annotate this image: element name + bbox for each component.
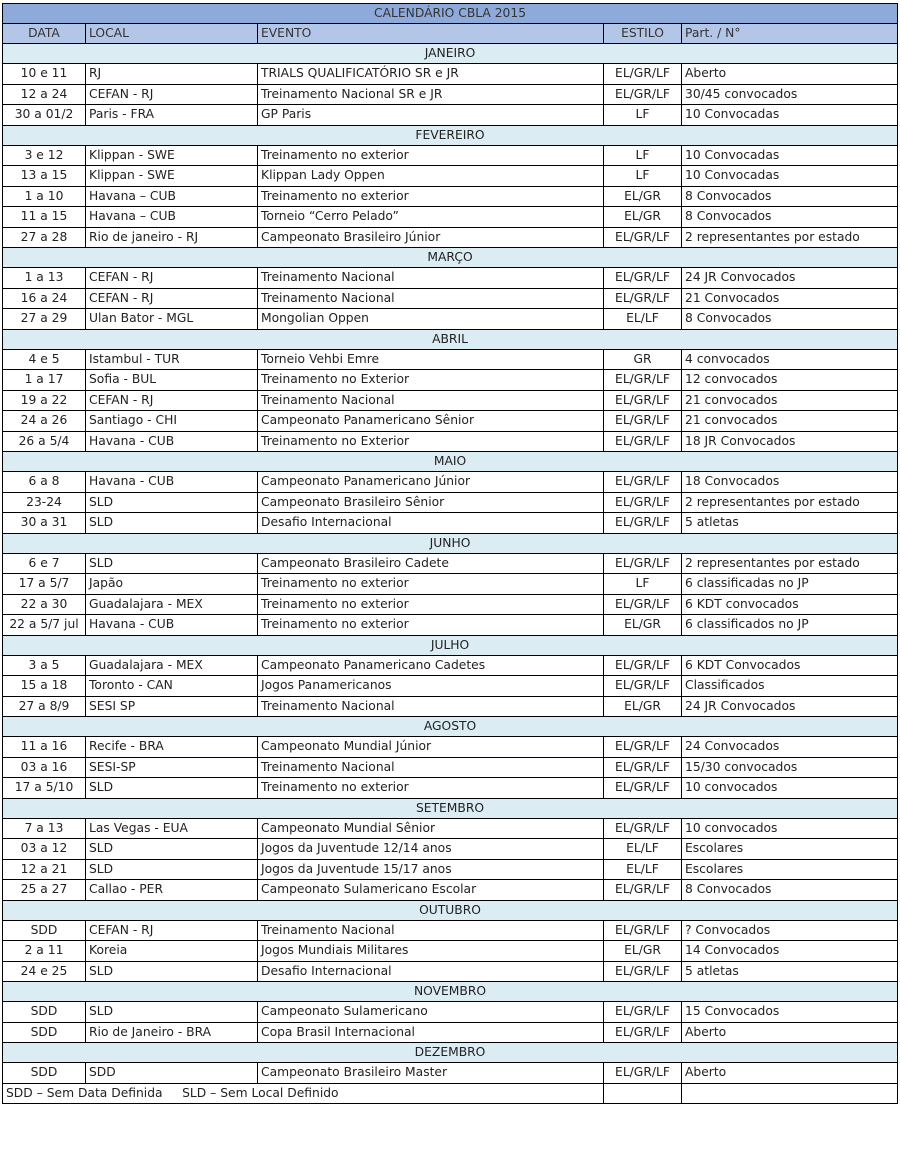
cell-date: 6 e 7 <box>3 553 86 574</box>
table-row <box>3 492 898 513</box>
table-row <box>3 961 898 982</box>
cell-event: Campeonato Mundial Sênior <box>258 818 604 839</box>
table-row <box>3 349 898 370</box>
cell-event: Treinamento Nacional SR e JR <box>258 84 604 105</box>
table-row <box>3 553 898 574</box>
cell-event: Treinamento Nacional <box>258 390 604 411</box>
month-name: JANEIRO <box>3 44 898 64</box>
cell-local: Koreia <box>86 941 258 962</box>
cell-event: Desafio Internacional <box>258 961 604 982</box>
month-header-row <box>3 125 898 145</box>
cell-local: SLD <box>86 859 258 880</box>
cell-participants: 12 convocados <box>682 370 898 391</box>
table-row <box>3 757 898 778</box>
cell-event: Jogos da Juventude 15/17 anos <box>258 859 604 880</box>
cell-date: 11 a 16 <box>3 737 86 758</box>
cell-style: GR <box>604 349 682 370</box>
cell-local: SLD <box>86 553 258 574</box>
table-row <box>3 268 898 289</box>
cell-date: 12 a 24 <box>3 84 86 105</box>
table-row <box>3 880 898 901</box>
cell-local: Havana - CUB <box>86 615 258 636</box>
cell-participants: 21 convocados <box>682 411 898 432</box>
cell-event: Treinamento no exterior <box>258 615 604 636</box>
month-name: JUNHO <box>3 533 898 553</box>
cell-event: Campeonato Brasileiro Cadete <box>258 553 604 574</box>
cell-style: EL/GR/LF <box>604 1063 682 1084</box>
month-header-row <box>3 798 898 818</box>
table-row <box>3 411 898 432</box>
calendar-body <box>3 44 898 1084</box>
cell-event: Campeonato Panamericano Júnior <box>258 472 604 493</box>
cell-date: 4 e 5 <box>3 349 86 370</box>
table-row <box>3 1002 898 1023</box>
month-name: ABRIL <box>3 329 898 349</box>
cell-date: 03 a 12 <box>3 839 86 860</box>
month-name: AGOSTO <box>3 717 898 737</box>
cell-event: Treinamento no exterior <box>258 145 604 166</box>
cell-participants: 2 representantes por estado <box>682 553 898 574</box>
cell-date: SDD <box>3 1002 86 1023</box>
table-row <box>3 737 898 758</box>
header-date: DATA <box>3 24 86 44</box>
cell-event: Campeonato Mundial Júnior <box>258 737 604 758</box>
month-header-row <box>3 635 898 655</box>
cell-local: SLD <box>86 1002 258 1023</box>
cell-participants: 2 representantes por estado <box>682 227 898 248</box>
cell-date: 27 a 8/9 <box>3 696 86 717</box>
cell-local: Rio de Janeiro - BRA <box>86 1022 258 1043</box>
cell-event: Campeonato Brasileiro Júnior <box>258 227 604 248</box>
cell-date: 1 a 10 <box>3 186 86 207</box>
table-row <box>3 309 898 330</box>
month-name: FEVEREIRO <box>3 125 898 145</box>
cell-style: LF <box>604 145 682 166</box>
cell-participants: 21 Convocados <box>682 288 898 309</box>
cell-date: 26 a 5/4 <box>3 431 86 452</box>
cell-local: Sofia - BUL <box>86 370 258 391</box>
cell-style: EL/GR/LF <box>604 84 682 105</box>
table-row <box>3 696 898 717</box>
month-name: MARÇO <box>3 248 898 268</box>
cell-date: 30 a 31 <box>3 513 86 534</box>
cell-date: 1 a 17 <box>3 370 86 391</box>
cell-date: 22 a 5/7 jul <box>3 615 86 636</box>
cell-event: Treinamento no Exterior <box>258 431 604 452</box>
cell-event: Treinamento Nacional <box>258 757 604 778</box>
cell-event: Jogos Panamericanos <box>258 676 604 697</box>
cell-local: Paris - FRA <box>86 105 258 126</box>
cell-participants: 15 Convocados <box>682 1002 898 1023</box>
table-row <box>3 920 898 941</box>
cell-style: EL/GR <box>604 207 682 228</box>
cell-date: 17 a 5/10 <box>3 778 86 799</box>
table-row <box>3 207 898 228</box>
cell-local: Klippan - SWE <box>86 145 258 166</box>
cell-local: Santiago - CHI <box>86 411 258 432</box>
cell-local: Callao - PER <box>86 880 258 901</box>
cell-participants: 6 KDT Convocados <box>682 655 898 676</box>
cell-date: 2 a 11 <box>3 941 86 962</box>
cell-participants: 24 JR Convocados <box>682 696 898 717</box>
cell-local: CEFAN - RJ <box>86 288 258 309</box>
cell-date: 25 a 27 <box>3 880 86 901</box>
cell-event: Treinamento no exterior <box>258 186 604 207</box>
cell-participants: 30/45 convocados <box>682 84 898 105</box>
cell-local: Japão <box>86 574 258 595</box>
table-title: CALENDÁRIO CBLA 2015 <box>3 4 898 24</box>
cell-style: EL/GR/LF <box>604 920 682 941</box>
cell-participants: 10 Convocadas <box>682 105 898 126</box>
cell-local: Havana - CUB <box>86 472 258 493</box>
cell-style: EL/GR/LF <box>604 390 682 411</box>
footer-legend: SDD – Sem Data Definida SLD – Sem Local Definido <box>3 1083 604 1103</box>
cell-style: EL/GR/LF <box>604 778 682 799</box>
month-header-row <box>3 1043 898 1063</box>
header-event: EVENTO <box>258 24 604 44</box>
table-row <box>3 615 898 636</box>
column-header-row <box>3 24 898 44</box>
cell-participants: 5 atletas <box>682 961 898 982</box>
cell-style: EL/GR <box>604 941 682 962</box>
cell-participants: Escolares <box>682 859 898 880</box>
month-header-row <box>3 982 898 1002</box>
cell-local: Guadalajara - MEX <box>86 594 258 615</box>
cell-style: EL/GR/LF <box>604 1002 682 1023</box>
cell-local: CEFAN - RJ <box>86 268 258 289</box>
table-row <box>3 145 898 166</box>
cell-participants: 10 convocados <box>682 818 898 839</box>
cell-style: EL/GR/LF <box>604 227 682 248</box>
cell-participants: 8 Convocados <box>682 309 898 330</box>
cell-style: EL/LF <box>604 859 682 880</box>
cell-date: 22 a 30 <box>3 594 86 615</box>
cell-date: SDD <box>3 1063 86 1084</box>
table-row <box>3 676 898 697</box>
cell-style: EL/GR/LF <box>604 880 682 901</box>
table-row <box>3 513 898 534</box>
cell-style: EL/GR/LF <box>604 737 682 758</box>
cell-participants: 18 Convocados <box>682 472 898 493</box>
cell-style: EL/GR/LF <box>604 513 682 534</box>
header-participants: Part. / N° <box>682 24 898 44</box>
cell-date: 17 a 5/7 <box>3 574 86 595</box>
cell-participants: 10 Convocadas <box>682 145 898 166</box>
table-row <box>3 1063 898 1084</box>
cell-event: Campeonato Panamericano Cadetes <box>258 655 604 676</box>
cell-date: 19 a 22 <box>3 390 86 411</box>
cell-event: Jogos Mundiais Militares <box>258 941 604 962</box>
cell-style: EL/LF <box>604 839 682 860</box>
cell-date: SDD <box>3 1022 86 1043</box>
cell-local: SESI-SP <box>86 757 258 778</box>
cell-style: LF <box>604 166 682 187</box>
cell-style: EL/GR/LF <box>604 492 682 513</box>
table-row <box>3 370 898 391</box>
table-row <box>3 941 898 962</box>
cell-local: SLD <box>86 778 258 799</box>
table-row <box>3 288 898 309</box>
cell-event: Desafio Internacional <box>258 513 604 534</box>
cell-style: EL/GR/LF <box>604 553 682 574</box>
month-name: NOVEMBRO <box>3 982 898 1002</box>
cell-local: SLD <box>86 513 258 534</box>
cell-style: EL/GR/LF <box>604 757 682 778</box>
cell-local: SLD <box>86 492 258 513</box>
cell-style: EL/GR <box>604 696 682 717</box>
table-row <box>3 105 898 126</box>
cell-event: TRIALS QUALIFICATÓRIO SR e JR <box>258 64 604 85</box>
cell-date: 13 a 15 <box>3 166 86 187</box>
cell-participants: 18 JR Convocados <box>682 431 898 452</box>
cell-date: 12 a 21 <box>3 859 86 880</box>
cell-participants: 14 Convocados <box>682 941 898 962</box>
cell-event: Treinamento Nacional <box>258 288 604 309</box>
cell-date: 3 e 12 <box>3 145 86 166</box>
cell-style: EL/GR/LF <box>604 370 682 391</box>
month-name: MAIO <box>3 452 898 472</box>
table-row <box>3 166 898 187</box>
cell-style: EL/GR/LF <box>604 818 682 839</box>
cell-event: Campeonato Sulamericano Escolar <box>258 880 604 901</box>
table-row <box>3 818 898 839</box>
table-row <box>3 1022 898 1043</box>
cell-style: EL/GR/LF <box>604 594 682 615</box>
cell-event: Treinamento no exterior <box>258 778 604 799</box>
table-row <box>3 859 898 880</box>
cell-event: Jogos da Juventude 12/14 anos <box>258 839 604 860</box>
title-row <box>3 4 898 24</box>
cell-style: LF <box>604 105 682 126</box>
footer-empty-style <box>604 1083 682 1103</box>
cell-local: RJ <box>86 64 258 85</box>
cell-local: SESI SP <box>86 696 258 717</box>
cell-event: Treinamento Nacional <box>258 696 604 717</box>
cell-participants: 8 Convocados <box>682 186 898 207</box>
cell-date: 16 a 24 <box>3 288 86 309</box>
cell-local: CEFAN - RJ <box>86 390 258 411</box>
cell-style: EL/GR/LF <box>604 472 682 493</box>
cell-event: Campeonato Brasileiro Master <box>258 1063 604 1084</box>
cell-participants: 6 KDT convocados <box>682 594 898 615</box>
table-row <box>3 227 898 248</box>
cell-participants: Escolares <box>682 839 898 860</box>
cell-event: Treinamento no exterior <box>258 574 604 595</box>
cell-date: 30 a 01/2 <box>3 105 86 126</box>
month-name: OUTUBRO <box>3 900 898 920</box>
cell-date: 1 a 13 <box>3 268 86 289</box>
cell-date: 10 e 11 <box>3 64 86 85</box>
cell-local: Guadalajara - MEX <box>86 655 258 676</box>
cell-participants: 5 atletas <box>682 513 898 534</box>
cell-date: 27 a 28 <box>3 227 86 248</box>
cell-style: EL/GR/LF <box>604 64 682 85</box>
cell-event: Campeonato Brasileiro Sênior <box>258 492 604 513</box>
header-local: LOCAL <box>86 24 258 44</box>
cell-local: Havana – CUB <box>86 207 258 228</box>
cell-participants: 21 convocados <box>682 390 898 411</box>
cell-style: EL/LF <box>604 309 682 330</box>
cell-local: Klippan - SWE <box>86 166 258 187</box>
month-header-row <box>3 44 898 64</box>
cell-event: Treinamento no Exterior <box>258 370 604 391</box>
cell-participants: 2 representantes por estado <box>682 492 898 513</box>
cell-participants: 8 Convocados <box>682 880 898 901</box>
cell-date: 7 a 13 <box>3 818 86 839</box>
cell-participants: 24 JR Convocados <box>682 268 898 289</box>
cell-date: 23-24 <box>3 492 86 513</box>
cell-date: 27 a 29 <box>3 309 86 330</box>
cell-local: Havana - CUB <box>86 431 258 452</box>
footer-empty-part <box>682 1083 898 1103</box>
month-header-row <box>3 717 898 737</box>
table-row <box>3 594 898 615</box>
cell-style: EL/GR <box>604 615 682 636</box>
month-name: DEZEMBRO <box>3 1043 898 1063</box>
cell-event: Klippan Lady Oppen <box>258 166 604 187</box>
cell-participants: Aberto <box>682 64 898 85</box>
month-name: SETEMBRO <box>3 798 898 818</box>
cell-event: Torneio “Cerro Pelado” <box>258 207 604 228</box>
table-row <box>3 64 898 85</box>
cell-participants: 10 Convocadas <box>682 166 898 187</box>
cell-local: Havana – CUB <box>86 186 258 207</box>
cell-local: SLD <box>86 961 258 982</box>
cell-event: Campeonato Panamericano Sênior <box>258 411 604 432</box>
cell-style: EL/GR/LF <box>604 1022 682 1043</box>
month-header-row <box>3 329 898 349</box>
cell-local: SLD <box>86 839 258 860</box>
cell-participants: ? Convocados <box>682 920 898 941</box>
cell-local: CEFAN - RJ <box>86 84 258 105</box>
cell-local: Toronto - CAN <box>86 676 258 697</box>
cell-participants: 6 classificadas no JP <box>682 574 898 595</box>
table-row <box>3 655 898 676</box>
cell-style: EL/GR/LF <box>604 288 682 309</box>
table-row <box>3 778 898 799</box>
cell-event: Mongolian Oppen <box>258 309 604 330</box>
cell-local: Recife - BRA <box>86 737 258 758</box>
cell-event: Copa Brasil Internacional <box>258 1022 604 1043</box>
cell-date: 6 a 8 <box>3 472 86 493</box>
cell-local: Las Vegas - EUA <box>86 818 258 839</box>
cell-local: Ulan Bator - MGL <box>86 309 258 330</box>
cell-style: EL/GR <box>604 186 682 207</box>
month-header-row <box>3 533 898 553</box>
cell-participants: 15/30 convocados <box>682 757 898 778</box>
cell-style: LF <box>604 574 682 595</box>
cell-date: 3 a 5 <box>3 655 86 676</box>
cell-event: Campeonato Sulamericano <box>258 1002 604 1023</box>
table-row <box>3 390 898 411</box>
cell-participants: 24 Convocados <box>682 737 898 758</box>
cell-event: GP Paris <box>258 105 604 126</box>
table-row <box>3 431 898 452</box>
cell-participants: 4 convocados <box>682 349 898 370</box>
cell-participants: Classificados <box>682 676 898 697</box>
cell-event: Torneio Vehbi Emre <box>258 349 604 370</box>
calendar-table <box>2 3 898 1104</box>
cell-event: Treinamento no exterior <box>258 594 604 615</box>
table-row <box>3 186 898 207</box>
header-style: ESTILO <box>604 24 682 44</box>
table-row <box>3 839 898 860</box>
cell-participants: 8 Convocados <box>682 207 898 228</box>
cell-participants: Aberto <box>682 1063 898 1084</box>
cell-date: 11 a 15 <box>3 207 86 228</box>
cell-participants: 10 convocados <box>682 778 898 799</box>
cell-style: EL/GR/LF <box>604 268 682 289</box>
cell-local: Istambul - TUR <box>86 349 258 370</box>
cell-local: SDD <box>86 1063 258 1084</box>
cell-event: Treinamento Nacional <box>258 920 604 941</box>
cell-style: EL/GR/LF <box>604 411 682 432</box>
table-row <box>3 472 898 493</box>
cell-date: 24 e 25 <box>3 961 86 982</box>
cell-style: EL/GR/LF <box>604 961 682 982</box>
cell-date: 24 a 26 <box>3 411 86 432</box>
cell-style: EL/GR/LF <box>604 655 682 676</box>
cell-local: CEFAN - RJ <box>86 920 258 941</box>
month-header-row <box>3 452 898 472</box>
cell-date: 15 a 18 <box>3 676 86 697</box>
table-row <box>3 84 898 105</box>
cell-date: 03 a 16 <box>3 757 86 778</box>
cell-style: EL/GR/LF <box>604 431 682 452</box>
cell-participants: 6 classificados no JP <box>682 615 898 636</box>
month-header-row <box>3 900 898 920</box>
month-header-row <box>3 248 898 268</box>
cell-style: EL/GR/LF <box>604 676 682 697</box>
cell-date: SDD <box>3 920 86 941</box>
cell-local: Rio de janeiro - RJ <box>86 227 258 248</box>
table-row <box>3 574 898 595</box>
footer-row <box>3 1083 898 1103</box>
month-name: JULHO <box>3 635 898 655</box>
cell-event: Treinamento Nacional <box>258 268 604 289</box>
cell-participants: Aberto <box>682 1022 898 1043</box>
